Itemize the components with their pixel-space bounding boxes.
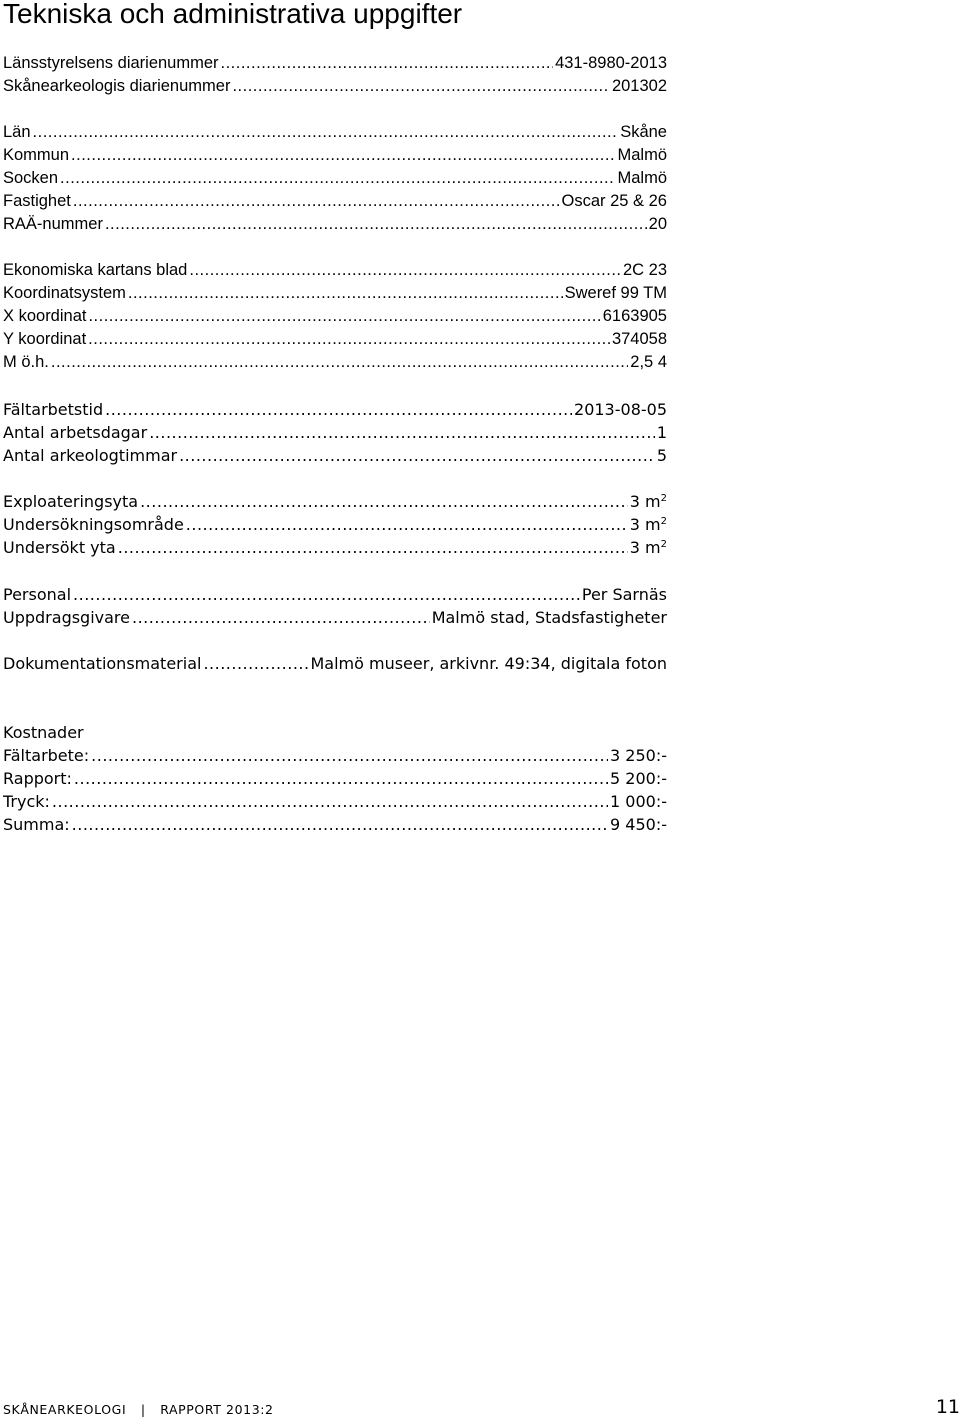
field-label: Undersökt yta bbox=[3, 538, 116, 557]
field-value-text: 3 m bbox=[629, 492, 661, 511]
field-value-text: 2013-08-05 bbox=[574, 400, 667, 419]
field-label: Antal arbetsdagar bbox=[3, 423, 148, 442]
field-label: Undersökningsområde bbox=[3, 515, 184, 534]
field-value-text: 201302 bbox=[611, 77, 667, 95]
field-label: X koordinat bbox=[3, 307, 87, 325]
field-value bbox=[432, 606, 667, 629]
footer-publisher: SKÅNEARKEOLOGI bbox=[3, 1402, 127, 1417]
dot-leader bbox=[60, 167, 615, 190]
field-label: Dokumentationsmaterial bbox=[3, 654, 202, 673]
field-label: M ö.h. bbox=[3, 353, 49, 371]
field-value-text: 20 bbox=[648, 215, 667, 233]
field-value bbox=[565, 282, 667, 305]
field-value bbox=[630, 490, 667, 513]
field-label: Kommun bbox=[3, 146, 70, 164]
page-title: Tekniska och administrativa uppgifter bbox=[3, 0, 463, 29]
field-row bbox=[3, 167, 667, 190]
field-label: Y koordinat bbox=[3, 330, 87, 348]
dot-leader bbox=[73, 583, 580, 606]
field-label: Fastighet bbox=[3, 192, 71, 210]
field-row bbox=[3, 351, 667, 374]
field-value bbox=[610, 813, 667, 836]
dot-leader bbox=[51, 351, 628, 374]
field-value bbox=[574, 398, 667, 421]
field-label: Summa: bbox=[3, 815, 70, 834]
field-value bbox=[620, 121, 667, 144]
field-row bbox=[3, 444, 667, 467]
diarie-section bbox=[3, 52, 667, 98]
field-value-text: 3 m bbox=[629, 515, 661, 534]
field-value-text: 3 250:- bbox=[610, 746, 667, 765]
field-value-text: Sweref 99 TM bbox=[564, 284, 667, 302]
field-value-text: 374058 bbox=[611, 330, 667, 348]
dot-leader bbox=[132, 606, 430, 629]
dot-leader bbox=[33, 121, 619, 144]
field-row bbox=[3, 536, 667, 559]
field-value bbox=[310, 652, 667, 675]
field-row bbox=[3, 213, 667, 236]
field-row bbox=[3, 190, 667, 213]
footer-separator: | bbox=[140, 1402, 146, 1417]
field-label: Personal bbox=[3, 585, 72, 604]
dot-leader bbox=[74, 767, 608, 790]
fieldwork-section bbox=[3, 398, 667, 467]
footer bbox=[3, 1402, 274, 1417]
costs-heading: Kostnader bbox=[3, 723, 84, 742]
field-label: Exploateringsyta bbox=[3, 492, 139, 511]
field-value bbox=[617, 167, 667, 190]
field-value-text: Malmö bbox=[617, 169, 667, 187]
dot-leader bbox=[52, 790, 608, 813]
dot-leader bbox=[71, 144, 615, 167]
costs-section bbox=[3, 721, 667, 836]
page-number: 11 bbox=[935, 1396, 960, 1418]
field-value bbox=[630, 513, 667, 536]
field-value-text: 2,5 4 bbox=[630, 353, 667, 371]
field-label: Fältarbete: bbox=[3, 746, 90, 765]
field-row bbox=[3, 583, 667, 606]
dot-leader bbox=[91, 744, 608, 767]
field-row bbox=[3, 790, 667, 813]
field-row bbox=[3, 606, 667, 629]
field-row bbox=[3, 513, 667, 536]
field-label: Länsstyrelsens diarienummer bbox=[3, 54, 219, 72]
field-value-text: Malmö bbox=[617, 146, 667, 164]
field-value-text: 431-8980-2013 bbox=[555, 54, 667, 72]
field-value-text: Malmö museer, arkivnr. 49:34, digitala foton bbox=[310, 654, 667, 673]
field-row bbox=[3, 652, 667, 675]
dot-leader bbox=[128, 282, 563, 305]
unit-superscript: 2 bbox=[660, 516, 667, 527]
dot-leader bbox=[88, 305, 600, 328]
dot-leader bbox=[88, 328, 610, 351]
field-value bbox=[657, 421, 667, 444]
dot-leader bbox=[149, 421, 655, 444]
field-label: Antal arkeologtimmar bbox=[3, 446, 178, 465]
field-label: Ekonomiska kartans blad bbox=[3, 261, 188, 279]
field-label: Fältarbetstid bbox=[3, 400, 104, 419]
field-label: Rapport: bbox=[3, 769, 72, 788]
field-value bbox=[582, 583, 667, 606]
field-value bbox=[555, 52, 667, 75]
field-row bbox=[3, 398, 667, 421]
dot-leader bbox=[105, 213, 647, 236]
field-value-text: Oscar 25 & 26 bbox=[561, 192, 667, 210]
dot-leader bbox=[179, 444, 655, 467]
field-row bbox=[3, 767, 667, 790]
field-row bbox=[3, 328, 667, 351]
dot-leader bbox=[203, 652, 308, 675]
field-value bbox=[617, 144, 667, 167]
field-label: Uppdragsgivare bbox=[3, 608, 130, 627]
field-value-text: 1 000:- bbox=[610, 792, 667, 811]
field-value bbox=[610, 790, 667, 813]
field-value bbox=[562, 190, 667, 213]
unit-superscript: 2 bbox=[660, 493, 667, 504]
field-value-text: Per Sarnäs bbox=[581, 585, 667, 604]
field-label: RAÄ-nummer bbox=[3, 215, 103, 233]
field-value-text: 3 m bbox=[629, 538, 661, 557]
dot-leader bbox=[186, 513, 628, 536]
field-value-text: 5 200:- bbox=[610, 769, 667, 788]
field-value-text: 9 450:- bbox=[610, 815, 667, 834]
field-row bbox=[3, 282, 667, 305]
field-label: Tryck: bbox=[3, 792, 50, 811]
dot-leader bbox=[105, 398, 572, 421]
documentation-section bbox=[3, 652, 667, 675]
field-value-text: Skåne bbox=[620, 123, 667, 141]
field-row bbox=[3, 52, 667, 75]
field-value-text: 2C 23 bbox=[622, 261, 667, 279]
field-value bbox=[610, 744, 667, 767]
costs-list bbox=[3, 744, 667, 836]
field-row bbox=[3, 144, 667, 167]
field-value-text: 6163905 bbox=[602, 307, 667, 325]
field-row bbox=[3, 421, 667, 444]
field-row bbox=[3, 813, 667, 836]
field-value bbox=[612, 328, 667, 351]
field-value bbox=[603, 305, 667, 328]
field-row bbox=[3, 259, 667, 282]
dot-leader bbox=[189, 259, 621, 282]
coordinates-section bbox=[3, 259, 667, 374]
field-row bbox=[3, 490, 667, 513]
field-label: Socken bbox=[3, 169, 59, 187]
dot-leader bbox=[118, 536, 628, 559]
field-row bbox=[3, 744, 667, 767]
field-label: Skånearkeologis diarienummer bbox=[3, 77, 231, 95]
field-value-text: 5 bbox=[656, 446, 667, 465]
field-value bbox=[610, 767, 667, 790]
field-value bbox=[630, 351, 667, 374]
field-label: Län bbox=[3, 123, 31, 141]
unit-superscript: 2 bbox=[660, 539, 667, 550]
field-row bbox=[3, 75, 667, 98]
field-value bbox=[657, 444, 667, 467]
dot-leader bbox=[72, 813, 608, 836]
field-row bbox=[3, 121, 667, 144]
areas-section bbox=[3, 490, 667, 559]
footer-report: RAPPORT 2013:2 bbox=[160, 1402, 274, 1417]
field-row bbox=[3, 305, 667, 328]
dot-leader bbox=[140, 490, 628, 513]
field-label: Koordinatsystem bbox=[3, 284, 126, 302]
location-section bbox=[3, 121, 667, 236]
field-value-text: 1 bbox=[656, 423, 667, 442]
dot-leader bbox=[232, 75, 609, 98]
field-value bbox=[649, 213, 667, 236]
field-value bbox=[630, 536, 667, 559]
field-value-text: Malmö stad, Stadsfastigheter bbox=[431, 608, 667, 627]
field-value bbox=[612, 75, 667, 98]
field-value bbox=[623, 259, 667, 282]
people-section bbox=[3, 583, 667, 629]
dot-leader bbox=[221, 52, 554, 75]
dot-leader bbox=[73, 190, 560, 213]
